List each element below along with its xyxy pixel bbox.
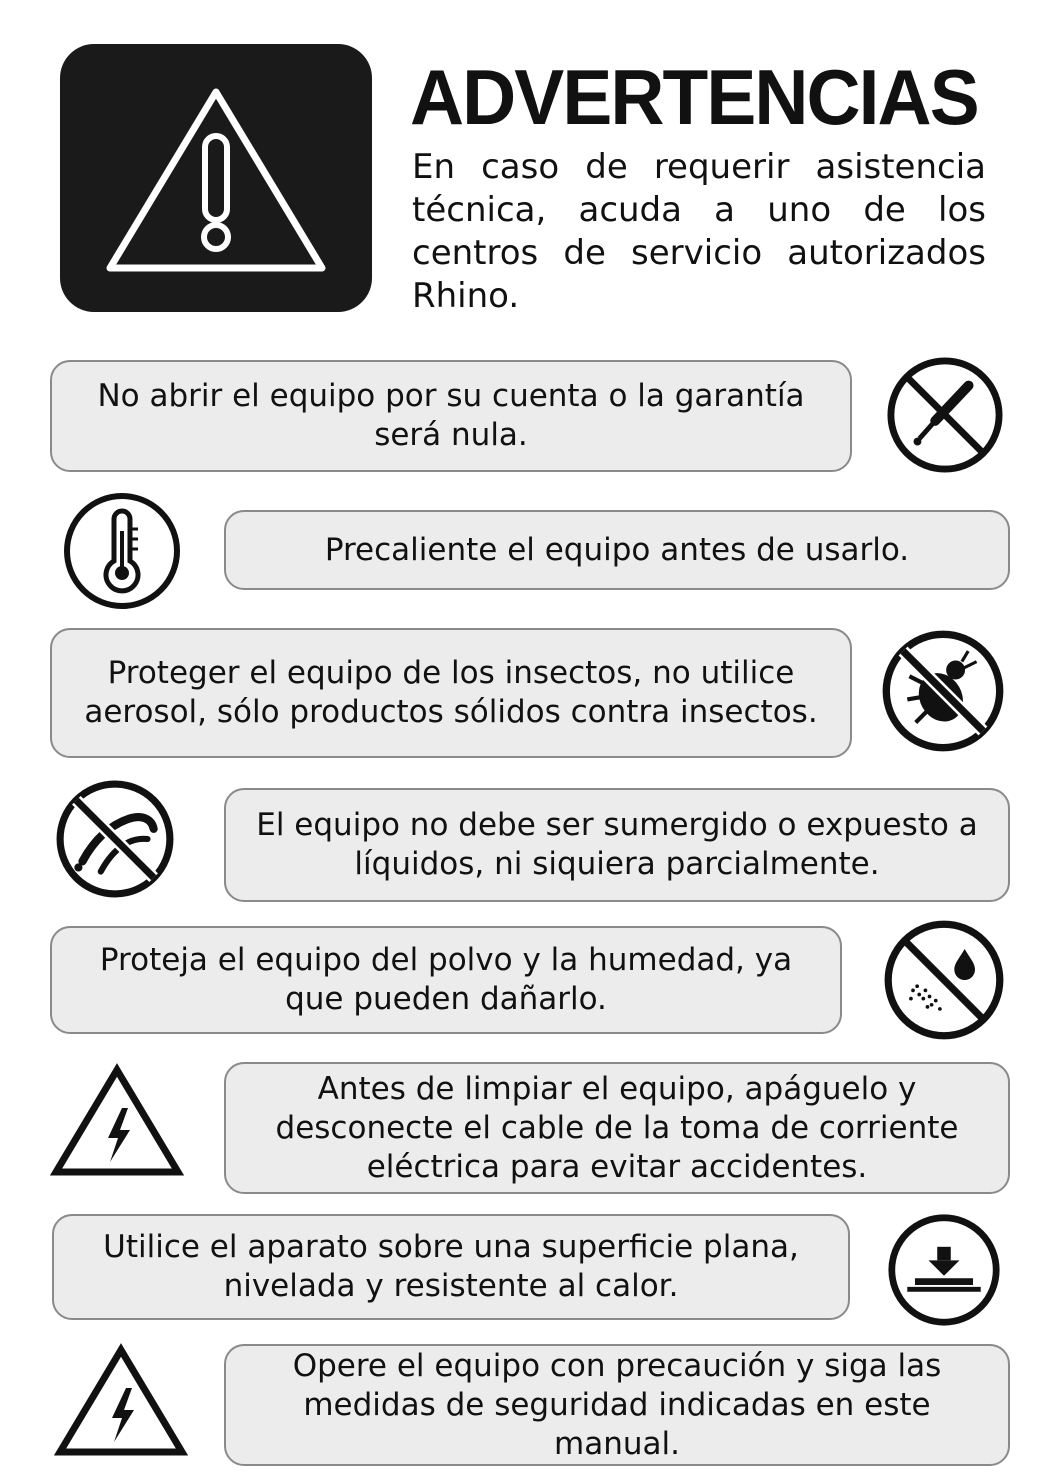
page-title: ADVERTENCIAS [410,53,978,141]
warning-box [50,360,852,472]
warning-box [50,628,852,758]
warning-text: Precaliente el equipo antes de usarlo. [324,531,910,568]
warning-text: No abrir el equipo por su cuenta o la garantía será nula. [97,378,805,453]
warning-box [224,788,1010,902]
warning-box [50,926,842,1034]
warning-text: Proteger el equipo de los insectos, no utilice aerosol, sólo productos sólidos contra insectos. [84,655,818,730]
electrical-hazard-icon [54,1342,188,1460]
no-screwdriver-icon [886,356,1004,474]
no-insects-icon [880,628,1006,754]
electrical-hazard-icon [50,1062,184,1180]
warning-box [224,1344,1010,1466]
warning-text: Opere el equipo con precaución y siga las medidas de seguridad indicadas en este manual. [292,1347,942,1462]
warning-text: Utilice el aparato sobre una superficie plana, nivelada y resistente al calor. [103,1229,799,1304]
thermometer-icon [62,491,182,611]
flat-surface-icon [886,1212,1002,1328]
no-liquids-icon [54,778,176,900]
warning-box [224,1062,1010,1194]
no-dust-humidity-icon [882,918,1006,1042]
warning-text: Proteja el equipo del polvo y la humedad, ya que pueden dañarlo. [99,942,793,1017]
warning-text: El equipo no debe ser sumergido o expuesto a líquidos, ni siquiera parcialmente. [256,807,978,882]
warning-box [224,510,1010,590]
warning-box [52,1214,850,1320]
warning-text: Antes de limpiar el equipo, apáguelo y desconecte el cable de la toma de corriente eléctrica para evitar accidentes. [275,1070,959,1185]
warning-triangle-icon [60,44,372,312]
intro-text: En caso de requerir asistencia técnica, acuda a uno de los centros de servicio autorizados Rhino. [412,147,986,316]
